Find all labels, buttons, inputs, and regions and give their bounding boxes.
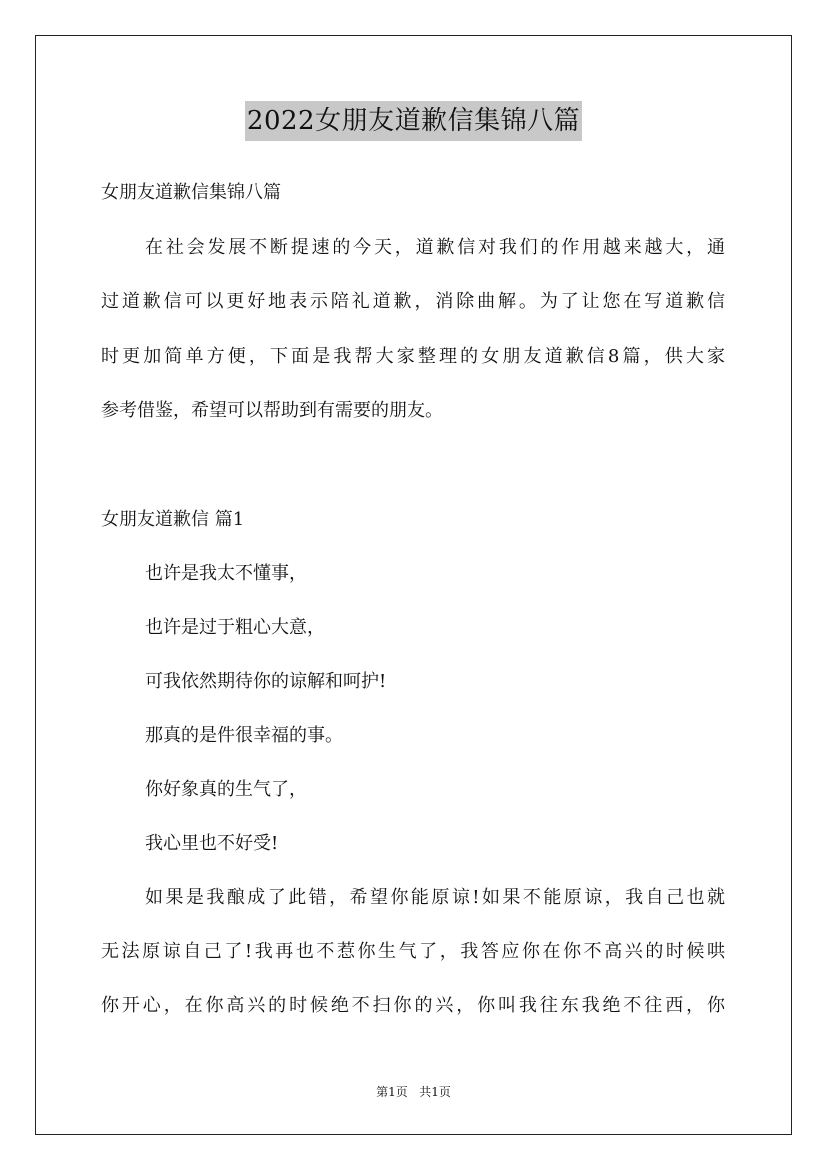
- intro-line-1: 在社会发展不断提速的今天，道歉信对我们的作用越来越大，通: [145, 237, 725, 258]
- document-subtitle: 女朋友道歉信集锦八篇: [101, 182, 281, 203]
- intro-line-3: 时更加简单方便，下面是我帮大家整理的女朋友道歉信8篇，供大家: [101, 346, 725, 367]
- page-number: 第1页: [376, 1085, 408, 1099]
- page-footer: [0, 1084, 827, 1100]
- intro-line-2: 过道歉信可以更好地表示陪礼道歉，消除曲解。为了让您在写道歉信: [101, 291, 725, 312]
- document-title: 2022女朋友道歉信集锦八篇: [245, 101, 582, 141]
- poem-line-1: 也许是我太不懂事，: [145, 563, 307, 584]
- poem-line-3: 可我依然期待你的谅解和呵护!: [145, 671, 387, 692]
- poem-line-5: 你好象真的生气了，: [145, 779, 307, 800]
- poem-line-6: 我心里也不好受!: [145, 833, 279, 854]
- body-line-1: 如果是我酿成了此错，希望你能原谅!如果不能原谅，我自己也就: [145, 887, 725, 908]
- poem-line-4: 那真的是件很幸福的事。: [145, 725, 343, 746]
- body-line-2: 无法原谅自己了!我再也不惹你生气了，我答应你在你不高兴的时候哄: [101, 941, 725, 962]
- poem-line-2: 也许是过于粗心大意，: [145, 617, 325, 638]
- title-container: [0, 101, 827, 141]
- intro-line-4: 参考借鉴，希望可以帮助到有需要的朋友。: [101, 400, 443, 421]
- section-heading: 女朋友道歉信 篇1: [101, 509, 245, 530]
- page-total: 共1页: [419, 1085, 451, 1099]
- body-line-3: 你开心，在你高兴的时候绝不扫你的兴，你叫我往东我绝不往西，你: [101, 995, 725, 1016]
